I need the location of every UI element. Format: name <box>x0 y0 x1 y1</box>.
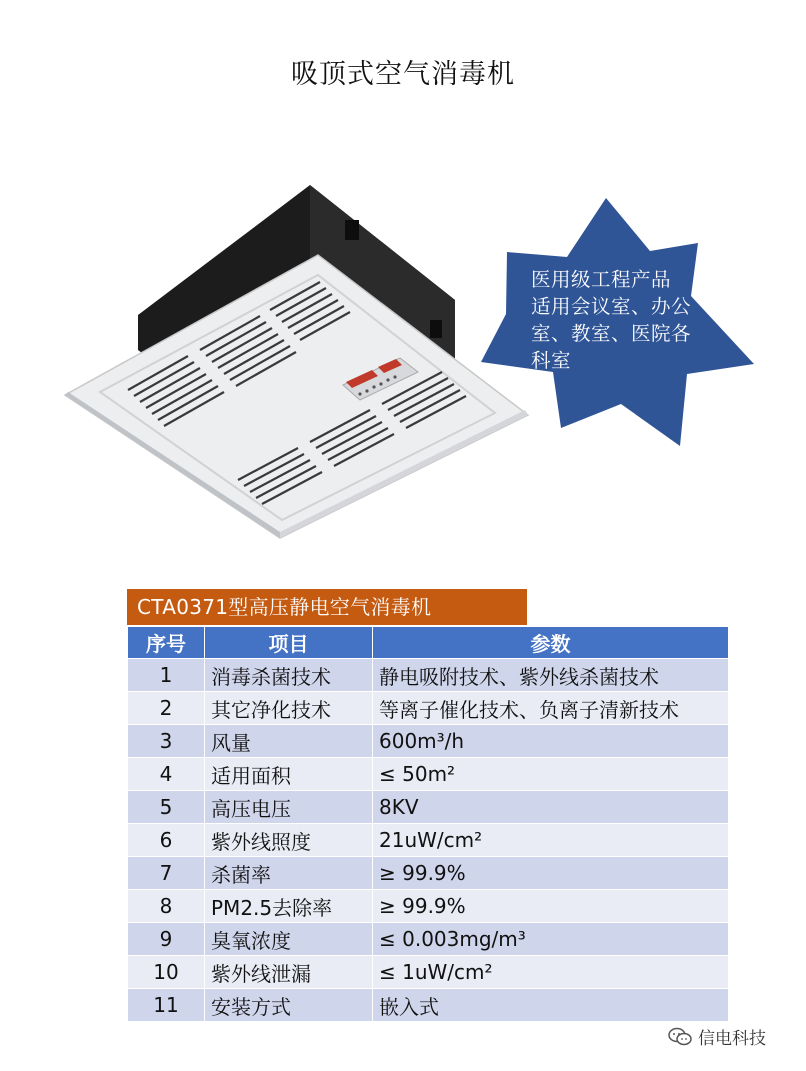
table-row <box>128 956 729 989</box>
row-item: 安装方式 <box>205 989 373 1022</box>
row-item: 臭氧浓度 <box>205 923 373 956</box>
row-item: PM2.5去除率 <box>205 890 373 923</box>
row-index: 6 <box>128 824 205 857</box>
watermark <box>668 1024 766 1049</box>
row-item: 紫外线照度 <box>205 824 373 857</box>
wechat-icon <box>668 1027 692 1047</box>
row-item: 消毒杀菌技术 <box>205 659 373 692</box>
table-row <box>128 725 729 758</box>
table-row <box>128 791 729 824</box>
table-caption: CTA0371型高压静电空气消毒机 <box>127 589 527 625</box>
row-item: 高压电压 <box>205 791 373 824</box>
page-title: 吸顶式空气消毒机 <box>291 59 515 90</box>
badge-text <box>531 266 721 374</box>
row-index: 1 <box>128 659 205 692</box>
header-index: 序号 <box>128 627 205 659</box>
row-value: ≥ 99.9% <box>373 857 729 890</box>
table-row <box>128 890 729 923</box>
row-value: ≤ 1uW/cm² <box>373 956 729 989</box>
row-value: 嵌入式 <box>373 989 729 1022</box>
row-index: 3 <box>128 725 205 758</box>
row-index: 4 <box>128 758 205 791</box>
row-value: 等离子催化技术、负离子清新技术 <box>373 692 729 725</box>
row-index: 11 <box>128 989 205 1022</box>
row-value: ≤ 50m² <box>373 758 729 791</box>
row-value: 21uW/cm² <box>373 824 729 857</box>
table-header-row <box>128 627 729 659</box>
row-value: 600m³/h <box>373 725 729 758</box>
badge-line: 适用会议室、办公 <box>531 295 692 318</box>
table-row <box>128 824 729 857</box>
row-index: 10 <box>128 956 205 989</box>
row-item: 适用面积 <box>205 758 373 791</box>
row-value: 8KV <box>373 791 729 824</box>
row-index: 2 <box>128 692 205 725</box>
table-row <box>128 692 729 725</box>
ceiling-air-purifier-image <box>60 180 530 540</box>
table-row <box>128 857 729 890</box>
row-item: 其它净化技术 <box>205 692 373 725</box>
badge-line: 医用级工程产品 <box>531 268 672 291</box>
row-value: ≥ 99.9% <box>373 890 729 923</box>
badge-line: 室、教室、医院各 <box>531 322 692 345</box>
row-value: 静电吸附技术、紫外线杀菌技术 <box>373 659 729 692</box>
row-index: 9 <box>128 923 205 956</box>
table-row <box>128 758 729 791</box>
badge-line: 科室 <box>531 349 572 372</box>
header-item: 项目 <box>205 627 373 659</box>
table-row <box>128 989 729 1022</box>
row-value: ≤ 0.003mg/m³ <box>373 923 729 956</box>
row-index: 8 <box>128 890 205 923</box>
row-index: 5 <box>128 791 205 824</box>
row-item: 紫外线泄漏 <box>205 956 373 989</box>
spec-table <box>127 626 729 1022</box>
table-row <box>128 923 729 956</box>
header-value: 参数 <box>373 627 729 659</box>
row-index: 7 <box>128 857 205 890</box>
row-item: 风量 <box>205 725 373 758</box>
watermark-text: 信电科技 <box>698 1029 766 1049</box>
row-item: 杀菌率 <box>205 857 373 890</box>
table-row <box>128 659 729 692</box>
